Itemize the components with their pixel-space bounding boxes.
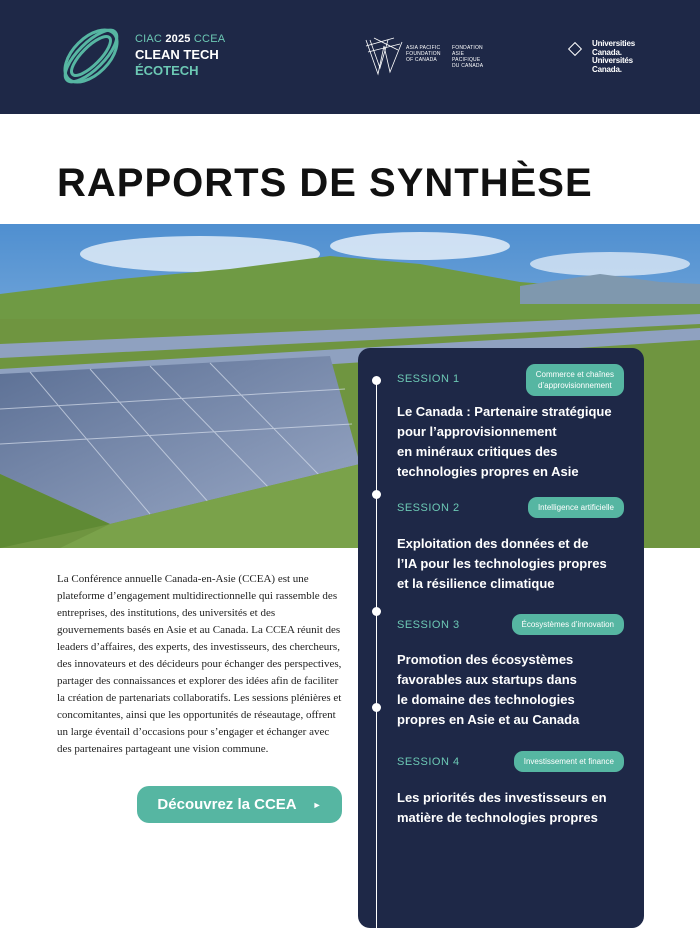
session-label: SESSION 4 xyxy=(397,756,460,768)
brand-suffix: CCEA xyxy=(193,33,226,45)
timeline-line xyxy=(376,380,377,940)
ciac-logo-icon xyxy=(54,20,128,92)
diamond-icon xyxy=(569,43,580,54)
cta-label: Découvrez la CCEA xyxy=(157,796,297,813)
brand-wordmark xyxy=(135,33,225,79)
header-banner xyxy=(0,0,700,114)
page-title: RAPPORTS DE SYNTHÈSE xyxy=(57,161,593,205)
session-tag: Intelligence artificielle xyxy=(528,497,624,518)
apf-mark-icon xyxy=(364,36,404,76)
session-tag: Investissement et finance xyxy=(514,751,624,772)
session-label: SESSION 1 xyxy=(397,373,460,385)
session-tag: Commerce et chaînes d’approvisionnement xyxy=(526,364,624,396)
brand-year: 2025 xyxy=(165,33,191,45)
discover-ccea-button[interactable] xyxy=(137,786,342,823)
intro-paragraph: La Conférence annuelle Canada-en-Asie (CCEA) est une plateforme d’engagement multidirectionnelle qui rassemble des entreprises, des institutions, des universités et des gouvernements basés en Asie et au Canada. La CCEA réunit des leaders d’affaires, des experts, des investisseurs, des chercheurs, des innovateurs et des décideurs pour échanger des perspectives, partager des connaissances et explorer des idées afin de faciliter la création de partenariats collaboratifs. Les sessions plénières et concomitantes, ainsi que les opportunités de réseautage, offrent un large éventail d’occasions pour s’engager et échanger avec des partenaires partageant une vision commune. xyxy=(57,573,342,755)
universities-canada-logo: Universities Canada. Universités Canada. xyxy=(569,40,635,74)
session-label: SESSION 2 xyxy=(397,502,460,514)
session-title: Le Canada : Partenaire stratégique pour l’approvisionnement en minéraux critiques des technologies propres en Asie xyxy=(397,404,612,479)
brand-prefix: CIAC xyxy=(135,33,163,45)
timeline-dot xyxy=(372,607,381,616)
timeline-dot xyxy=(372,703,381,712)
sessions-panel xyxy=(358,348,644,928)
brand-name-fr: ÉCOTECH xyxy=(135,63,199,78)
session-title: Exploitation des données et de l’IA pour les technologies propres et la résilience climatique xyxy=(397,536,607,591)
play-arrow-icon: ► xyxy=(312,799,322,810)
apf-name-fr: FONDATION ASIE PACIFIQUE DU CANADA xyxy=(452,45,484,69)
timeline-dot xyxy=(372,490,381,499)
session-title: Les priorités des investisseurs en matière de technologies propres xyxy=(397,790,607,825)
timeline-dot xyxy=(372,376,381,385)
apf-name-en: ASIA PACIFIC FOUNDATION OF CANADA xyxy=(406,45,441,63)
session-title: Promotion des écosystèmes favorables aux startups dans le domaine des technologies propres en Asie et au Canada xyxy=(397,652,580,727)
session-label: SESSION 3 xyxy=(397,619,460,631)
session-tag: Écosystèmes d’innovation xyxy=(512,614,625,635)
apf-logo xyxy=(364,36,492,76)
brand-name-en: CLEAN TECH xyxy=(135,47,219,62)
